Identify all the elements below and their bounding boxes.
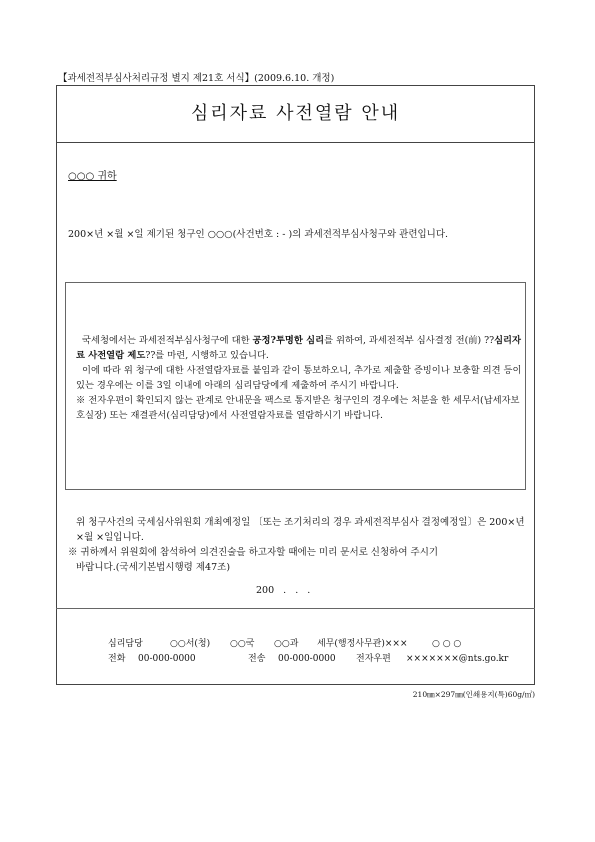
paper-spec-note: 210㎜×297㎜(인쇄용지(특)60g/㎡)	[412, 690, 535, 699]
fax-number: 00-000-0000	[278, 654, 336, 664]
notice-text	[76, 333, 522, 423]
meeting-line-1: 위 청구사건의 국세심사위원회 개최예정일 〔또는 조기처리의 경우 과세전적부심사 결정예정일〕은 200×년 ×월 ×일입니다.	[76, 517, 525, 543]
notice-p1-bold2: 심리자료 사전열람 제도	[76, 335, 522, 361]
meeting-line-2: ※ 귀하께서 위원회에 참석하여 의견진술을 하고자할 때에는 미리 문서로 신청하여 주시기	[68, 547, 439, 558]
email-address: ×××××××@nts.go.kr	[406, 654, 509, 664]
contact-position: 세무(행정사무관)×××	[317, 639, 408, 649]
phone-number: 00-000-0000	[138, 654, 196, 664]
notice-paragraph-1	[76, 333, 522, 363]
contact-division: ○○과	[274, 639, 299, 649]
notice-paragraph-3: ※ 전자우편이 확인되지 않는 관계로 안내문을 팩스로 통지받은 청구인의 경우에는 처분을 한 세무서(납세자보호실장) 또는 재결관서(심리담당)에서 사전열람자료를 열람하시기 바랍니다.	[76, 395, 520, 421]
title-row	[56, 85, 535, 143]
contact-person-name: ○ ○ ○	[432, 639, 462, 649]
notice-p1-middle: 를 위하여, 과세전적부 심사결정 전(前) ??	[324, 335, 495, 346]
contact-role-label: 심리담당	[108, 639, 143, 649]
contact-bureau: ○○국	[230, 639, 255, 649]
meeting-line-3: 바랍니다.(국세기본법시행령 제47조)	[76, 562, 231, 573]
notice-p1-before: 국세청에서는 과세전적부심사청구에 대한	[82, 335, 253, 346]
phone-label: 전화	[108, 654, 126, 664]
contact-row-1	[108, 636, 461, 649]
notice-p1-after: ??를 마련, 시행하고 있습니다.	[145, 350, 269, 361]
addressee: ○○○ 귀하	[68, 171, 117, 182]
fax-label: 전송	[248, 654, 266, 664]
intro-paragraph: 200×년 ×월 ×일 제기된 청구인 ○○○(사건번호 : - )의 과세전적부심사청구와 관련입니다.	[68, 229, 449, 240]
document-title: 심리자료 사전열람 안내	[190, 103, 401, 124]
divider	[56, 608, 535, 609]
form-reference-note: 【과세전적부심사처리규정 별지 제21호 서식】(2009.6.10. 개정)	[58, 73, 335, 84]
contact-row-2	[108, 651, 508, 664]
contact-office: ○○서(청)	[170, 639, 211, 649]
date-line: 200 . . .	[256, 585, 311, 596]
notice-p1-bold1: 공정?투명한 심리	[252, 335, 325, 346]
notice-paragraph-2: 이에 따라 위 청구에 대한 사전열람자료를 붙임과 같이 통보하오니, 추가로 제출할 증빙이나 보충할 의견 등이 있는 경우에는 이를 3일 이내에 아래의 심리담당에게 제출하여 주시기 바랍니다.	[76, 365, 522, 391]
email-label: 전자우편	[356, 654, 391, 664]
meeting-notice	[68, 515, 528, 575]
